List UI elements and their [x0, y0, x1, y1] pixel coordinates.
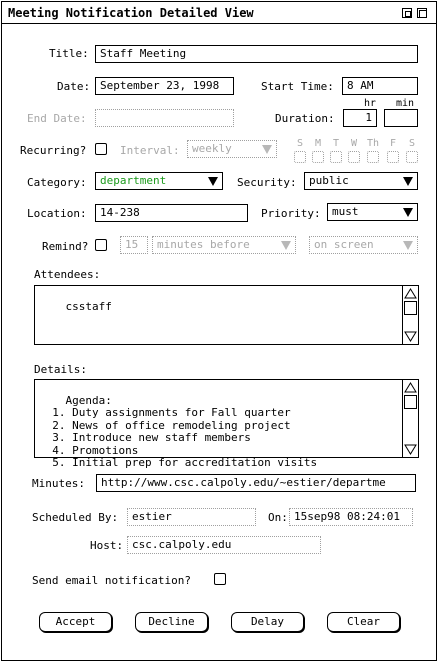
- on-label: On:: [268, 511, 288, 524]
- scroll-thumb[interactable]: [404, 301, 417, 315]
- remind-where-select[interactable]: [309, 236, 418, 254]
- scheduled-on-field: 15sep98 08:24:01: [289, 508, 413, 526]
- chevron-down-icon: [403, 177, 413, 186]
- remind-unit-select[interactable]: [152, 236, 296, 254]
- decline-button[interactable]: Decline: [135, 612, 208, 632]
- recurring-checkbox[interactable]: [95, 143, 107, 155]
- security-value: public: [309, 174, 349, 187]
- weekday-label-fri: F: [390, 138, 397, 149]
- weekday-checkbox-sat[interactable]: [406, 151, 418, 163]
- attendees-label: Attendees:: [34, 268, 101, 281]
- remind-where-value: on screen: [314, 238, 374, 251]
- chevron-down-icon: [403, 241, 413, 250]
- meeting-notification-window: [1, 1, 437, 661]
- window-title: Meeting Notification Detailed View: [8, 6, 254, 20]
- chevron-down-icon: [403, 208, 413, 217]
- category-select[interactable]: [95, 172, 223, 190]
- scheduled-by-field: estier: [127, 508, 256, 526]
- minimize-icon[interactable]: [402, 8, 412, 18]
- send-email-checkbox[interactable]: [214, 573, 226, 585]
- category-label: Category:: [27, 176, 87, 189]
- weekday-label-tue: T: [333, 138, 340, 149]
- weekday-label-wed: W: [351, 138, 358, 149]
- weekday-label-sat: S: [409, 138, 416, 149]
- host-label: Host:: [90, 539, 124, 552]
- weekday-checkbox-thu[interactable]: [367, 151, 379, 163]
- interval-value: weekly: [192, 142, 232, 155]
- title-bar: [2, 2, 436, 24]
- duration-minutes-field[interactable]: [384, 109, 418, 127]
- date-label: Date:: [57, 80, 91, 93]
- minutes-field[interactable]: http://www.csc.calpoly.edu/~estier/departme: [96, 474, 416, 492]
- remind-checkbox[interactable]: [95, 239, 107, 251]
- weekday-checkbox-fri[interactable]: [387, 151, 399, 163]
- title-field[interactable]: Staff Meeting: [95, 45, 418, 63]
- scroll-up-icon[interactable]: [404, 382, 417, 393]
- host-field: csc.calpoly.edu: [127, 536, 321, 554]
- minutes-unit-label: min: [396, 98, 415, 109]
- end-date-label: End Date:: [27, 112, 87, 125]
- scroll-down-icon[interactable]: [404, 331, 417, 342]
- location-field[interactable]: 14-238: [95, 204, 248, 222]
- interval-select[interactable]: [187, 140, 277, 158]
- remind-unit-value: minutes before: [157, 238, 250, 251]
- security-label: Security:: [237, 176, 297, 189]
- details-text: Agenda: 1. Duty assignments for Fall quarter 2. News of office remodeling project 3. Introduce new staff members 4. Promotions 5. Initial prep for accreditation visits: [52, 393, 318, 469]
- category-value: department: [100, 174, 167, 187]
- details-textarea[interactable]: [34, 379, 419, 469]
- priority-value: must: [332, 205, 359, 218]
- send-email-label: Send email notification?: [32, 574, 191, 587]
- date-field[interactable]: September 23, 1998: [95, 77, 234, 95]
- weekday-checkbox-wed[interactable]: [348, 151, 360, 163]
- scheduled-by-label: Scheduled By:: [32, 511, 119, 524]
- location-label: Location:: [27, 207, 87, 220]
- end-date-field[interactable]: [95, 109, 234, 127]
- clear-button[interactable]: Clear: [327, 612, 400, 632]
- duration-label: Duration:: [275, 112, 335, 125]
- duration-hours-field[interactable]: 1: [343, 109, 377, 127]
- priority-select[interactable]: [327, 203, 418, 221]
- attendees-text: csstaff: [65, 299, 112, 313]
- remind-amount-field[interactable]: 15: [120, 236, 148, 254]
- weekday-label-thu: Th: [367, 138, 380, 149]
- weekday-label-mon: M: [315, 138, 322, 149]
- chevron-down-icon: [281, 241, 291, 250]
- chevron-down-icon: [208, 177, 218, 186]
- weekday-checkbox-sun[interactable]: [294, 151, 306, 163]
- details-label: Details:: [34, 363, 87, 376]
- remind-label: Remind?: [42, 240, 89, 253]
- priority-label: Priority:: [261, 207, 321, 220]
- recurring-label: Recurring?: [20, 144, 87, 157]
- chevron-down-icon: [262, 145, 272, 154]
- interval-label: Interval:: [120, 144, 180, 157]
- hours-unit-label: hr: [364, 98, 377, 109]
- start-time-label: Start Time:: [261, 80, 334, 93]
- title-label: Title:: [49, 47, 89, 60]
- attendees-scrollbar[interactable]: [402, 286, 418, 344]
- security-select[interactable]: [304, 172, 418, 190]
- details-scrollbar[interactable]: [402, 380, 418, 457]
- weekday-label-sun: S: [297, 138, 304, 149]
- scroll-thumb[interactable]: [404, 395, 417, 409]
- scroll-up-icon[interactable]: [404, 288, 417, 299]
- weekday-checkbox-mon[interactable]: [312, 151, 324, 163]
- delay-button[interactable]: Delay: [231, 612, 304, 632]
- weekday-selector: [292, 138, 422, 166]
- start-time-field[interactable]: 8 AM: [342, 77, 418, 95]
- maximize-icon[interactable]: [417, 8, 427, 18]
- weekday-checkbox-tue[interactable]: [330, 151, 342, 163]
- attendees-textarea[interactable]: [34, 285, 419, 345]
- minutes-label: Minutes:: [32, 477, 85, 490]
- scroll-down-icon[interactable]: [404, 444, 417, 455]
- accept-button[interactable]: Accept: [39, 612, 112, 632]
